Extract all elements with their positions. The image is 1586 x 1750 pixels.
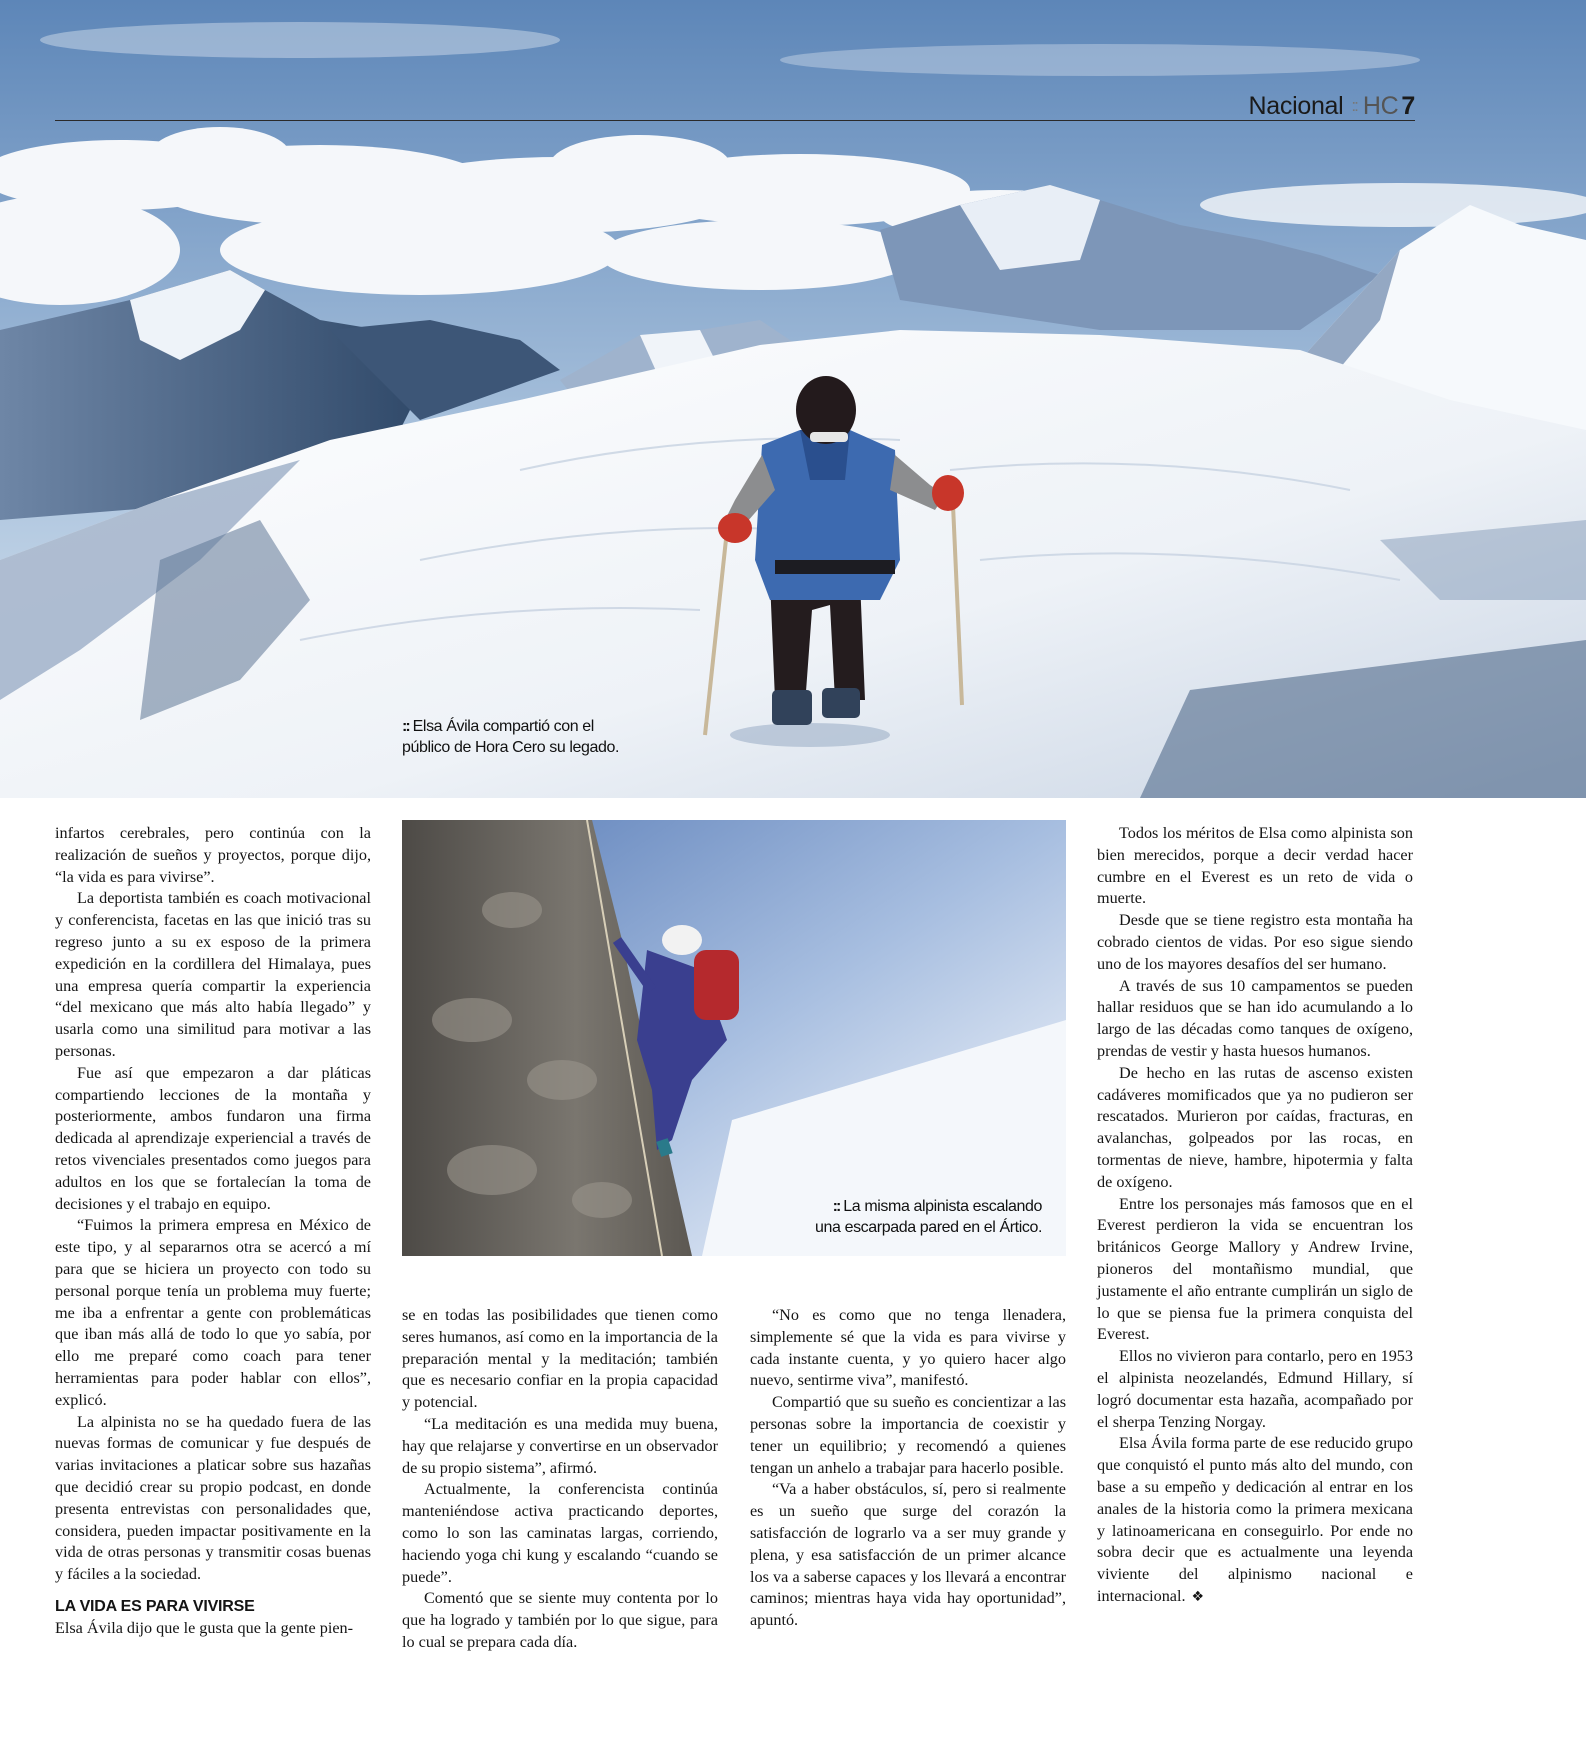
paragraph: infartos cerebrales, pero continúa con la realización de sueños y proyectos, porque dijo, “la vida es para vivirse”. (55, 824, 371, 886)
header-rule (55, 120, 1415, 121)
article-column-3 (750, 1305, 1066, 1632)
section-subheading: LA VIDA ES PARA VIVIRSE (55, 1597, 255, 1615)
caption-mark-icon: :: (402, 718, 409, 735)
paragraph: Elsa Ávila forma parte de ese reducido grupo que conquistó el punto más alto del mundo, con base a su empeño y dedicación al entrar en los anales de la historia como la primera mexicana y latinoamericana en conseguirlo. Por ende no sobra decir que es actualmente una leyenda viviente del alpinismo nacional e internacional. ❖ (1097, 1434, 1413, 1605)
paragraph: Elsa Ávila dijo que le gusta que la gente pien- (55, 1618, 354, 1637)
paragraph: Actualmente, la conferencista continúa manteniéndose activa practicando deportes, como lo son las caminatas largas, corriendo, haciendo yoga chi kung y escalando “cuando se puede”. (402, 1480, 718, 1586)
paragraph: Desde que se tiene registro esta montaña ha cobrado cientos de vidas. Por eso sigue siendo uno de los mayores desafíos del ser humano. (1097, 911, 1413, 973)
page-number: 7 (1401, 92, 1415, 120)
section-name: Nacional (1248, 92, 1344, 120)
paragraph: Todos los méritos de Elsa como alpinista son bien merecidos, porque a decir verdad hacer cumbre en el Everest es un reto de vida o muerte. (1097, 824, 1413, 908)
paragraph: Ellos no vivieron para contarlo, pero en 1953 el alpinista neozelandés, Edmund Hillary, sí logró documentar esta hazaña, acompañado por el sherpa Tenzing Norgay. (1097, 1347, 1413, 1431)
paragraph: Fue así que empezaron a dar pláticas compartiendo lecciones de la montaña y posteriormente, ambos fundaron una firma dedicada al aprendizaje experiencial a través de retos vivenciales presentados como juegos para adultos en los que se fortalecían la toma de decisiones y el trabajo en equipo. (55, 1063, 371, 1213)
caption-mark-icon: :: (832, 1198, 840, 1215)
hero-caption: :: Elsa Ávila compartió con el público de Hora Cero su legado. (402, 718, 620, 756)
paragraph: Compartió que su sueño es concientizar a las personas sobre la importancia de coexistir y tener un equilibrio; y recomendó a quienes tengan un anhelo a trabajar para hacerlo posible. (750, 1393, 1066, 1477)
publication-name: HC (1362, 92, 1399, 120)
paragraph: se en todas las posibilidades que tienen como seres humanos, así como en la importancia de la preparación mental y la meditación; también que es necesario confiar en la propia capacidad y potencial. (402, 1306, 718, 1412)
paragraph: De hecho en las rutas de ascenso existen cadáveres momificados que ya no pudieron ser rescatados. Murieron por caídas, fracturas, en avalanchas, golpeados por las rocas, en tormentas de nieve, hambre, hipotermia y falta de oxígeno. (1097, 1063, 1413, 1191)
paragraph: “Va a haber obstáculos, sí, pero si realmente es un sueño que surge del corazón la satisfacción de lograrlo va a ser muy grande y plena, y esa satisfacción de un primer alcance los va a saberse capaces y los llevará a encontrar caminos; mientras haya vida hay oportunidad”, apuntó. (750, 1480, 1066, 1630)
paragraph: “La meditación es una medida muy buena, hay que relajarse y convertirse en un observador de su propio sistema”, afirmó. (402, 1414, 718, 1477)
paragraph: Comentó que se siente muy contenta por lo que ha logrado y también por lo que sigue, para lo cual se prepara cada día. (402, 1589, 718, 1651)
article-column-4 (1097, 823, 1413, 1609)
separator-icon: :: (1351, 96, 1357, 115)
rock-wall-illustration (402, 820, 1066, 1256)
end-mark-icon: ❖ (1191, 1588, 1205, 1605)
paragraph: La deportista también es coach motivacional y conferencista, facetas en las que inició tras su regreso junto a su ex esposo de la primera expedición en la cordillera del Himalaya, pues una empresa quería compartir la experiencia “del mexicano que más alto había llegado” y usarla como una similitud para motivar a las personas. (55, 889, 371, 1060)
paragraph: Entre los personajes más famosos que en el Everest perdieron la vida se encuentran los británicos George Mallory y Andrew Irvine, pioneros del montañismo mundial, que justamente el año entrante cumplirán un siglo de lo que se piensa fue la primera conquista del Everest. (1097, 1194, 1413, 1344)
paragraph: La alpinista no se ha quedado fuera de las nuevas formas de comunicar y fue después de varias invitaciones a platicar sobre sus hazañas que decidió crear su propio podcast, en donde presenta entrevistas con personalidades que, considera, pueden impactar positivamente en la vida de otras personas y transmitir cosas buenas y fáciles a la sociedad. (55, 1412, 371, 1584)
paragraph: A través de sus 10 campamentos se pueden hallar residuos que se han ido acumulando a lo largo de las décadas como tanques de oxígeno, prendas de vestir y hasta huesos humanos. (1097, 976, 1413, 1060)
paragraph: “Fuimos la primera empresa en México de este tipo, y al separarnos otra se acercó a mí para que se hiciera un proyecto con todo su personal porque tenía un problema muy fuerte; me iba a enfrentar a gente con problemáticas que iban más allá de todo lo que yo sabía, por ello me preparé como coach para tener herramientas para poder hablar con ellos”, explicó. (55, 1216, 371, 1409)
climbing-photo (402, 820, 1066, 1256)
article-column-1 (55, 823, 371, 1639)
climbing-caption: :: La misma alpinista escalando una escarpada pared en el Ártico. (815, 1198, 1042, 1236)
paragraph: “No es como que no tenga llenadera, simplemente sé que la vida es para vivirse y cada instante cuenta, y yo quiero hacer algo nuevo, sentirme viva”, manifestó. (750, 1306, 1066, 1390)
article-column-2 (402, 1305, 718, 1654)
page-header (1249, 92, 1415, 121)
